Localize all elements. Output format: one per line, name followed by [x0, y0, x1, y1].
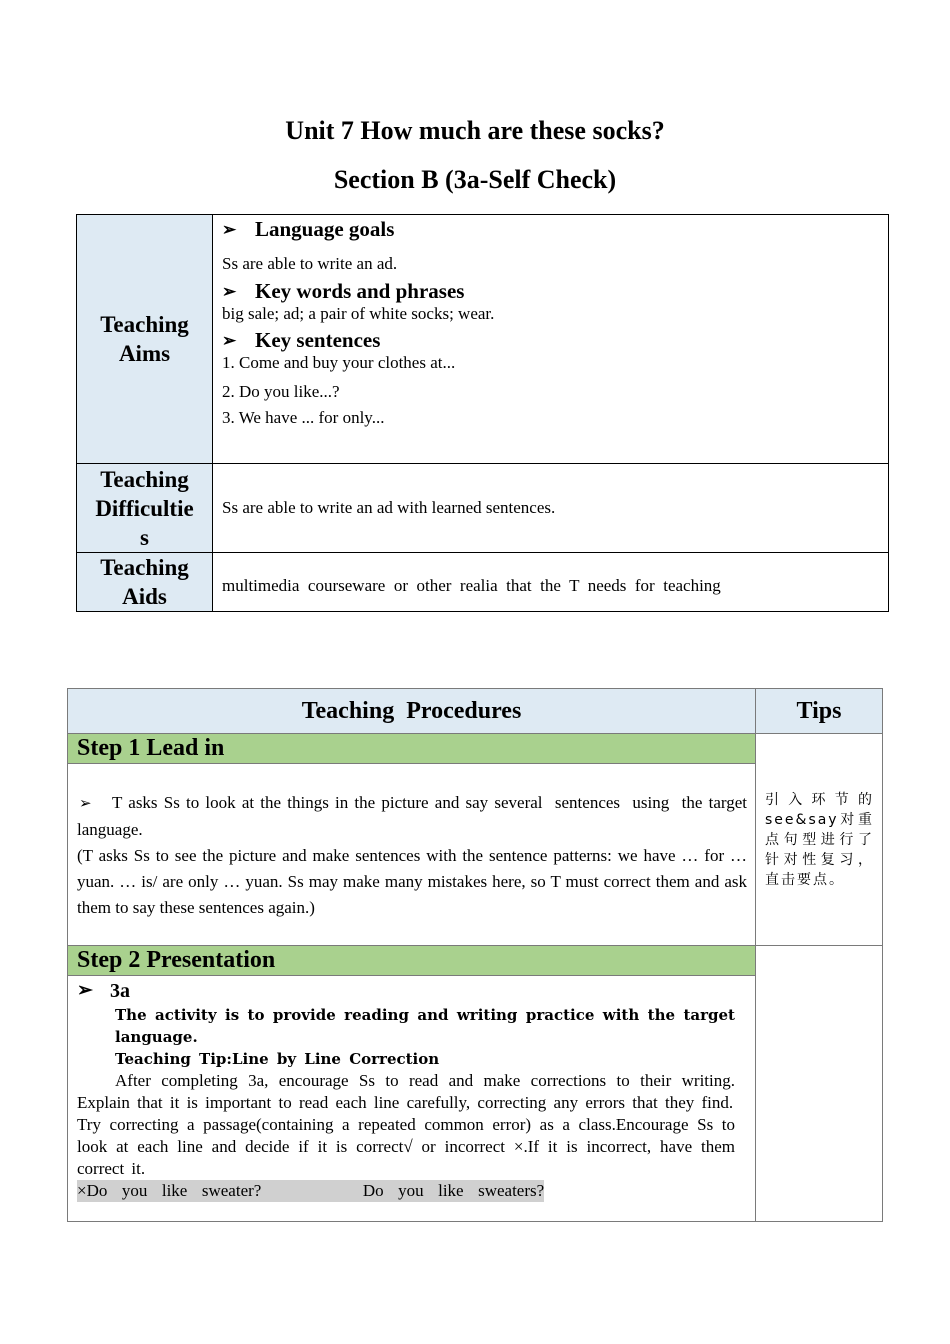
document-title: Unit 7 How much are these socks?	[285, 116, 665, 145]
sentence-item: 3. We have ... for only...	[222, 408, 385, 427]
difficulties-label-line: s	[140, 524, 149, 550]
arrow-bullet-icon: ➢	[222, 219, 237, 239]
aims-label-line: Teaching	[100, 312, 189, 337]
aims-content	[213, 215, 889, 464]
step2-cell	[68, 946, 756, 1222]
example-wrong: ×Do you like sweater?	[77, 1181, 262, 1200]
step1-line1: T asks Ss to look at the things in the picture and say several sentences using the target language.	[77, 793, 756, 839]
arrow-bullet-icon: ➢	[222, 330, 237, 350]
heading-text: Key words and phrases	[255, 279, 465, 303]
document-subtitle: Section B (3a-Self Check)	[333, 165, 617, 194]
step2-tip-cell	[756, 946, 883, 1222]
step2-example	[77, 1180, 735, 1202]
step2-para1: After completing 3a, encourage Ss to read and make corrections to their writing. Explain that it is important to read each line carefully, correcting any errors that they find.	[77, 1071, 735, 1112]
arrow-bullet-icon: ➢	[77, 980, 93, 1001]
arrow-bullet-icon: ➢	[79, 796, 92, 812]
difficulties-label-line: Difficultie	[95, 495, 194, 521]
procedures-header: Teaching Procedures	[68, 689, 756, 734]
sentence-item: 2. Do you like...?	[222, 382, 340, 401]
step1-cell	[68, 734, 756, 946]
teaching-overview-table	[76, 214, 889, 612]
step2-para2: Try correcting a passage(containing a repeated common error) as a class.Encourage Ss to look at each line and decide if it is correct√ or incorrect ×.If it is incorrect, have them correct it.	[77, 1115, 735, 1178]
aids-label-line: Aids	[122, 584, 167, 609]
language-goals-text: Ss are able to write an ad.	[222, 254, 398, 273]
key-sentences-heading	[222, 328, 888, 353]
example-highlight	[77, 1180, 544, 1202]
language-goals-heading	[222, 217, 888, 242]
tips-header: Tips	[756, 689, 883, 734]
aims-label-line: Aims	[118, 341, 171, 366]
step1-line1-wrap	[77, 790, 756, 843]
key-words-text: big sale; ad; a pair of white socks; wear.	[222, 304, 495, 323]
example-right: Do you like sweaters?	[362, 1181, 545, 1200]
arrow-bullet-icon: ➢	[222, 281, 237, 301]
difficulties-label-line: Teaching	[100, 466, 189, 492]
step1-body	[68, 764, 755, 941]
step1-line2: (T asks Ss to see the picture and make sentences with the sentence patterns: we have … for … yuan. … is/ are only … yuan. Ss may make many mistakes here, so T must correct them and ask them to say these sentences again.)	[77, 846, 747, 917]
sentence-item: 1. Come and buy your clothes at...	[222, 353, 456, 372]
aids-label	[77, 553, 213, 612]
step1-tip: 引入环节的see&say对重点句型进行了针对性复习，直击要点。	[765, 792, 874, 888]
difficulties-text: Ss are able to write an ad with learned sentences.	[213, 464, 889, 553]
step2-body	[68, 976, 755, 1202]
heading-text: Key sentences	[255, 328, 381, 352]
heading-text: Language goals	[255, 217, 395, 241]
step2-sub-text: 3a	[110, 980, 130, 1002]
difficulties-label	[77, 464, 213, 553]
step2-sub-heading	[77, 978, 735, 1004]
step2-purpose: The activity is to provide reading and writing practice with the target language.	[115, 1006, 735, 1046]
step1-title: Step 1 Lead in	[68, 734, 755, 764]
aids-text: multimedia courseware or other realia that the T needs for teaching	[213, 553, 889, 612]
step2-tip-title: Teaching Tip:Line by Line Correction	[115, 1050, 440, 1068]
step1-tip-cell	[756, 734, 883, 946]
procedures-table	[67, 688, 883, 1222]
aids-label-line: Teaching	[100, 555, 189, 580]
step2-title: Step 2 Presentation	[68, 946, 755, 976]
key-words-heading	[222, 279, 888, 304]
aims-label	[77, 215, 213, 464]
